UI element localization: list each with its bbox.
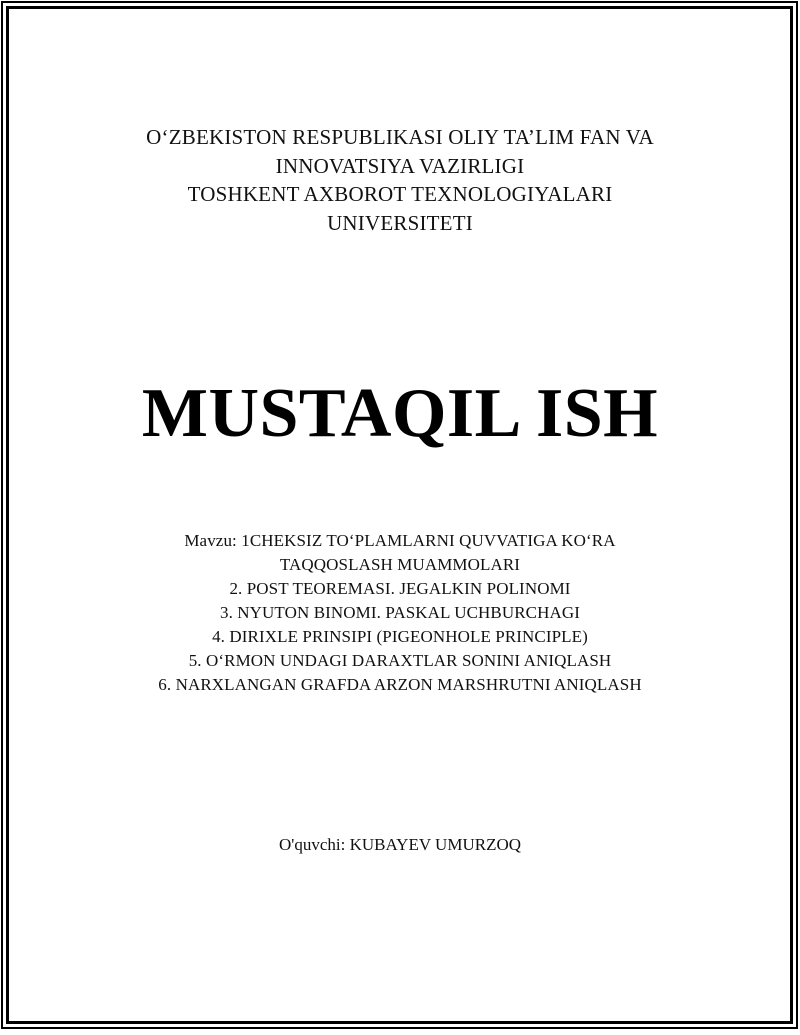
header-line: INNOVATSIYA VAZIRLIGI [275,153,525,178]
topic-line: 3. NYUTON BINOMI. PASKAL UCHBURCHAGI [219,603,580,622]
topics-block [0,529,800,697]
topic-line: 6. NARXLANGAN GRAFDA ARZON MARSHRUTNI ANIQLASH [158,675,642,694]
ministry-header [0,123,800,237]
topic-line: 5. OʻRMON UNDAGI DARAXTLAR SONINI ANIQLASH [188,651,612,670]
header-line: OʻZBEKISTON RESPUBLIKASI OLIY TA’LIM FAN VA [146,125,654,149]
header-line: UNIVERSITETI [327,210,473,235]
header-line: TOSHKENT AXBOROT TEXNOLOGIYALARI [187,182,613,206]
student-line: O'quvchi: KUBAYEV UMURZOQ [278,835,522,854]
topic-line: 4. DIRIXLE PRINSIPI (PIGEONHOLE PRINCIPLE) [212,627,588,646]
document-title: MUSTAQIL ISH [141,375,659,452]
topic-line: 2. POST TEOREMASI. JEGALKIN POLINOMI [229,579,571,598]
topic-line: Mavzu: 1CHEKSIZ TOʻPLAMLARNI QUVVATIGA KOʻRA [184,531,616,550]
topic-line: TAQQOSLASH MUAMMOLARI [279,555,521,574]
